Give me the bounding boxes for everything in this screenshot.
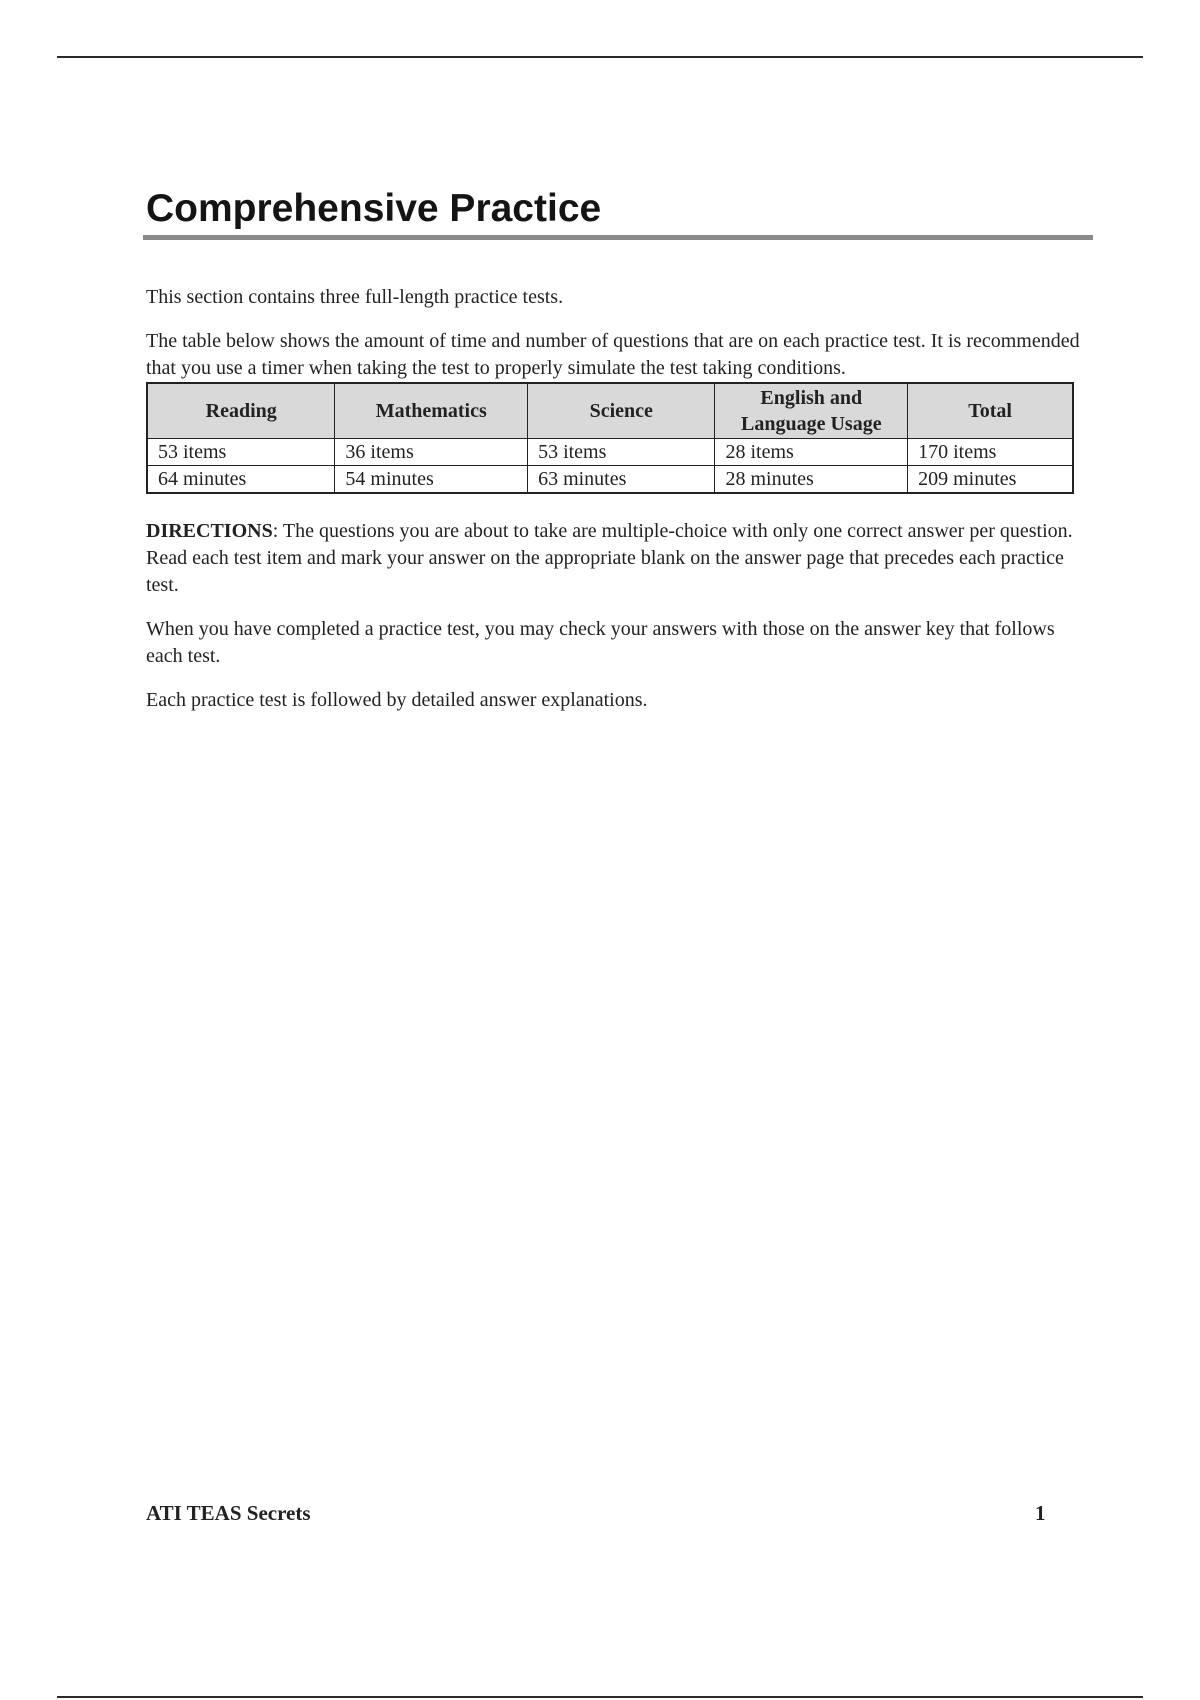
table-cell: 63 minutes xyxy=(528,465,715,493)
page-content xyxy=(146,188,1096,714)
table-header-cell: Mathematics xyxy=(335,383,528,439)
page-title: Comprehensive Practice xyxy=(146,187,602,230)
intro-paragraph: This section contains three full-length practice tests. xyxy=(146,285,564,308)
directions-paragraph xyxy=(146,518,1096,599)
footer-book-title: ATI TEAS Secrets xyxy=(146,1501,311,1525)
directions-label: DIRECTIONS xyxy=(146,519,273,542)
table-header-cell: English and Language Usage xyxy=(715,383,908,439)
table-header-cell: Science xyxy=(528,383,715,439)
table-header-cell: Reading xyxy=(147,383,335,439)
table-cell: 64 minutes xyxy=(147,465,335,493)
table-cell: 53 items xyxy=(528,438,715,465)
explanation-paragraph: Each practice test is followed by detailed answer explanations. xyxy=(146,688,648,711)
table-row xyxy=(147,465,1073,493)
table-cell: 36 items xyxy=(335,438,528,465)
table-intro-paragraph: The table below shows the amount of time and number of questions that are on each practice test. It is recommended that you use a timer when taking the test to properly simulate the test taking conditions. xyxy=(146,329,1080,379)
table-cell: 53 items xyxy=(147,438,335,465)
table-cell: 54 minutes xyxy=(335,465,528,493)
table-cell: 28 minutes xyxy=(715,465,908,493)
title-underline xyxy=(143,235,1093,240)
table-cell: 170 items xyxy=(908,438,1073,465)
practice-test-table xyxy=(146,382,1074,494)
footer-page-number: 1 xyxy=(1035,1501,1046,1525)
table-cell: 209 minutes xyxy=(908,465,1073,493)
footer-rule xyxy=(57,1696,1143,1698)
table-row xyxy=(147,438,1073,465)
table-header-cell: Total xyxy=(908,383,1073,439)
table-cell: 28 items xyxy=(715,438,908,465)
header-rule xyxy=(57,56,1143,58)
directions-text: : The questions you are about to take are multiple-choice with only one correct answer per question. Read each test item and mark your answer on the appropriate blank on the answer page that precedes each practice test. xyxy=(146,519,1073,596)
completion-paragraph: When you have completed a practice test, you may check your answers with those on the answer key that follows each test. xyxy=(146,617,1055,667)
table-header-row xyxy=(147,383,1073,439)
